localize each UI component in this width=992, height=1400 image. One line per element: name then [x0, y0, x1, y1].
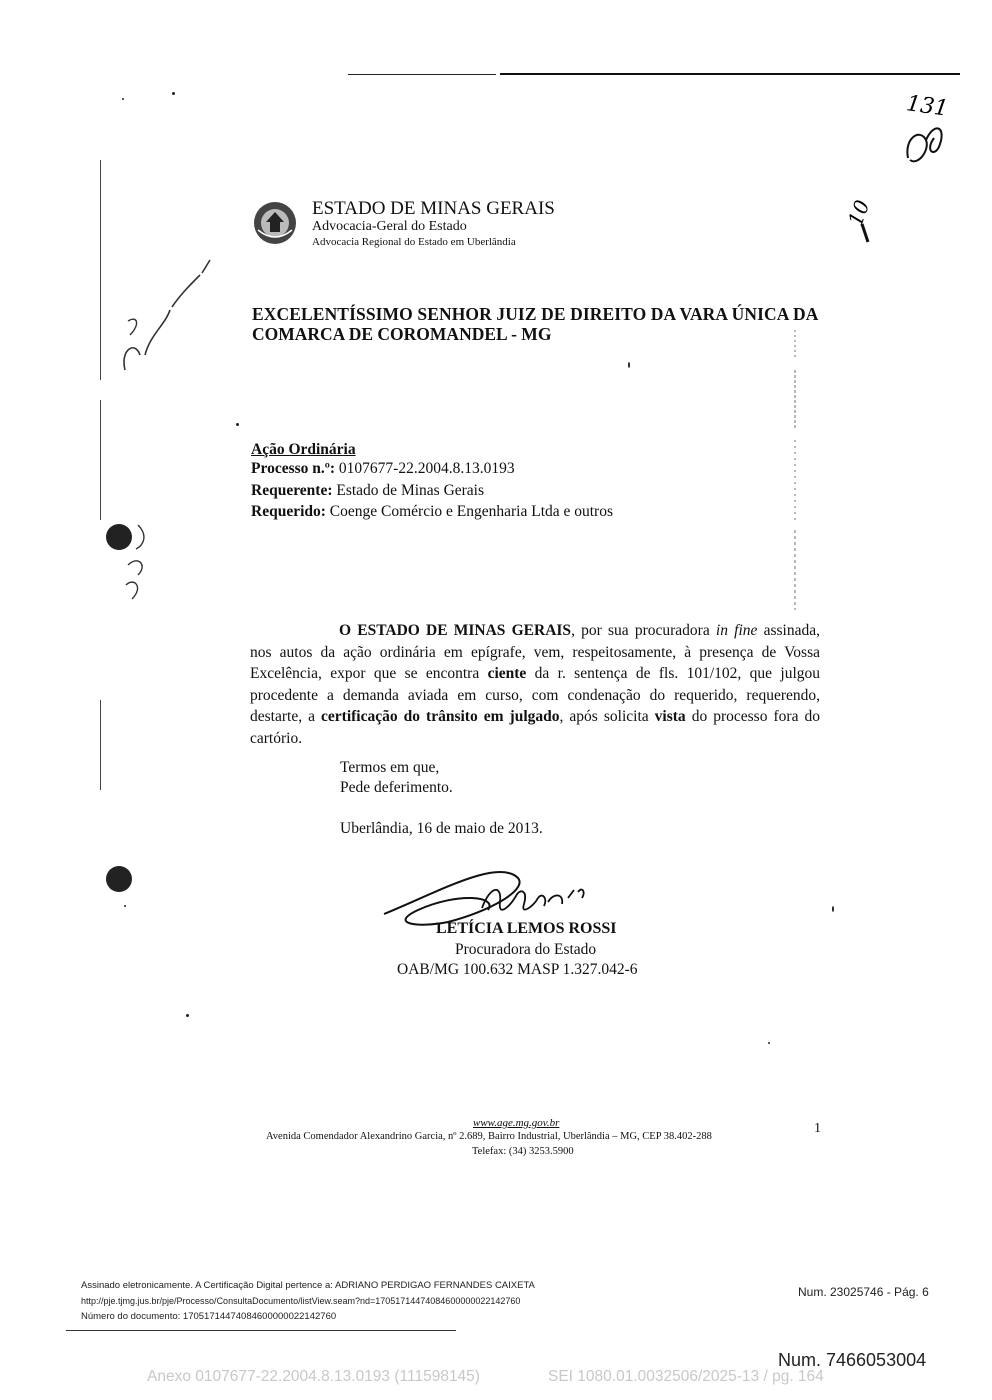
- scan-speck: [236, 423, 239, 426]
- side-mark-text: 10: [842, 196, 875, 229]
- plaintiff-label: Requerente:: [251, 482, 333, 499]
- handwritten-side-mark: [842, 188, 882, 248]
- addressee-line-1: EXCELENTÍSSIMO SENHOR JUIZ DE DIREITO DA VARA ÚNICA DA: [252, 304, 819, 324]
- footer-phone: Telefax: (34) 3253.5900: [472, 1146, 574, 1157]
- header-dept: Advocacia-Geral do Estado: [312, 219, 467, 234]
- scan-speck: [124, 905, 126, 907]
- handwriting-scribble-icon: [900, 88, 960, 178]
- body-bold-cert: certificação do trânsito em julgado: [321, 708, 560, 725]
- body-text-c: da r. sentença de fls. 101/102, que julgou procedente a demanda aviada em curso, com condenação do requerido, requerendo, destarte, a: [250, 665, 820, 725]
- scan-speck: [122, 98, 124, 100]
- scan-speck: [172, 92, 175, 95]
- defendant-label: Requerido:: [251, 503, 326, 520]
- body-italic: in fine: [715, 622, 758, 639]
- handwriting-scribble-icon: [842, 188, 882, 248]
- scan-speck: [768, 1042, 770, 1044]
- body-text-d: , após solicita: [559, 708, 655, 725]
- body-paragraph: [250, 620, 820, 749]
- process-value: 0107677-22.2004.8.13.0193: [338, 460, 515, 477]
- plaintiff-value: Estado de Minas Gerais: [336, 482, 485, 499]
- place-date: Uberlândia, 16 de maio de 2013.: [340, 820, 543, 837]
- signer-name: LETÍCIA LEMOS ROSSI: [436, 920, 617, 937]
- coat-of-arms-icon: [252, 200, 298, 246]
- case-process: [251, 460, 515, 478]
- sei-num: Num. 7466053004: [778, 1350, 927, 1370]
- pje-doc-number: Número do documento: 17051714474084600000022142760: [81, 1311, 337, 1322]
- margin-line: [100, 160, 101, 380]
- top-rule-left: [348, 74, 496, 75]
- handwritten-page-mark: [900, 88, 960, 178]
- pje-url: http://pje.tjmg.jus.br/pje/Processo/ConsultaDocumento/listView.seam?nd=17051714474084600000022142760: [81, 1296, 521, 1306]
- margin-line: [100, 400, 101, 520]
- body-text-b: assinada, nos autos da ação ordinária em epígrafe, vem, respeitosamente, à presença de Vossa Excelência, expor que se encontra: [250, 622, 820, 682]
- process-label: Processo n.º:: [251, 460, 336, 477]
- body-bold-state: O ESTADO DE MINAS GERAIS: [339, 622, 572, 639]
- punch-hole: [106, 524, 132, 550]
- addressee-line-2: COMARCA DE COROMANDEL - MG: [252, 324, 552, 344]
- pje-rule: [66, 1330, 456, 1331]
- vertical-stamp-strip: [786, 320, 804, 620]
- case-plaintiff: [251, 482, 484, 500]
- body-bold-vista: vista: [654, 708, 686, 725]
- case-defendant: [251, 503, 613, 521]
- state-seal: [252, 200, 298, 246]
- sei-annex: Anexo 0107677-22.2004.8.13.0193 (111598145): [147, 1368, 480, 1385]
- body-bold-ciente: ciente: [487, 665, 527, 682]
- scan-speck: [832, 906, 834, 912]
- margin-line: [100, 700, 101, 790]
- sei-reference: SEI 1080.01.0032506/2025-13 / pg. 164: [548, 1368, 824, 1385]
- body-text-e: do processo fora do cartório.: [250, 708, 820, 747]
- punch-hole: [106, 866, 132, 892]
- body-text-a: , por sua procuradora: [571, 622, 716, 639]
- footer-address: Avenida Comendador Alexandrino Garcia, nº 2.689, Bairro Industrial, Uberlândia – MG, CEP 38.402-288: [266, 1131, 712, 1142]
- footer-website: www.age.mg.gov.br: [473, 1117, 560, 1129]
- defendant-value: Coenge Comércio e Engenharia Ltda e outros: [329, 503, 614, 520]
- footer-page-number: 1: [814, 1121, 821, 1136]
- stamp-scribble-icon: [110, 255, 220, 385]
- stamp-strip-icon: [786, 320, 804, 620]
- pje-num-page: Num. 23025746 - Pág. 6: [798, 1285, 929, 1299]
- header-regional: Advocacia Regional do Estado em Uberlândia: [312, 236, 516, 248]
- scan-speck: [186, 1014, 189, 1017]
- scan-speck: [628, 362, 630, 368]
- header-state: ESTADO DE MINAS GERAIS: [312, 198, 555, 219]
- pje-signed: Assinado eletronicamente. A Certificação Digital pertence a: ADRIANO PERDIGAO FERNANDES CAIXETA: [81, 1280, 535, 1291]
- page-mark-text: 131: [904, 91, 950, 122]
- margin-stamp: [110, 255, 220, 385]
- signer-registration: OAB/MG 100.632 MASP 1.327.042-6: [397, 961, 638, 978]
- closing-line-2: Pede deferimento.: [340, 779, 453, 796]
- case-action: Ação Ordinária: [251, 441, 356, 458]
- signer-role: Procuradora do Estado: [455, 941, 597, 958]
- closing-line-1: Termos em que,: [340, 759, 440, 776]
- top-rule-right: [500, 73, 960, 75]
